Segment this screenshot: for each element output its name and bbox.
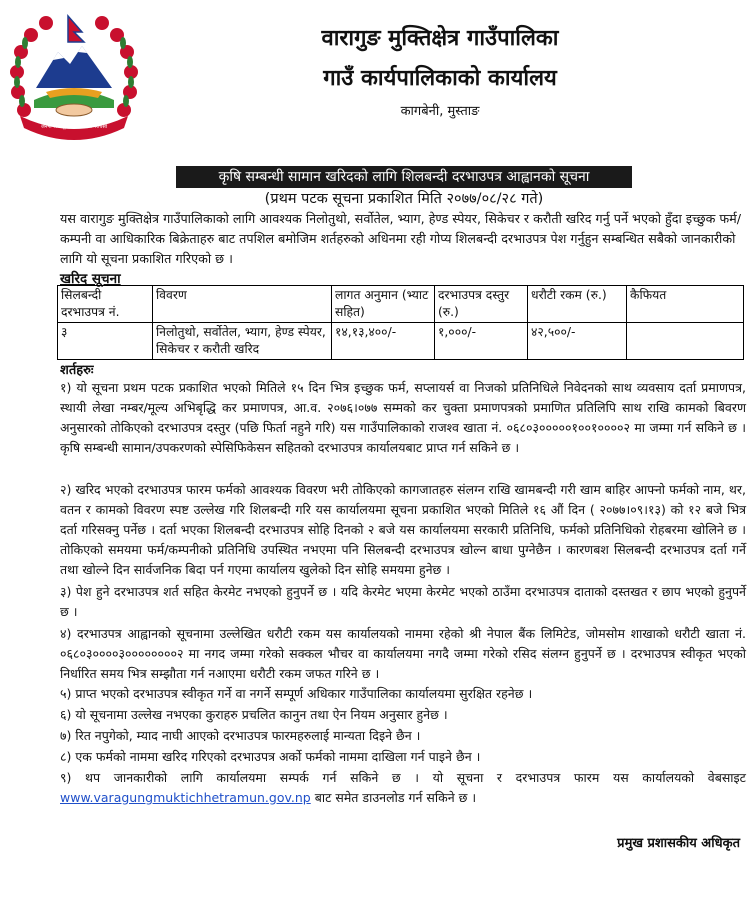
col-bid-fee: दरभाउपत्र दस्तुर (रु.)	[435, 286, 528, 323]
municipality-name: वारागुङ मुक्तिक्षेत्र गाउँपालिका	[321, 26, 559, 51]
cell-deposit: ४२,५००/-	[528, 323, 627, 360]
emblem-motto: जननी जन्मभूमिश्च स्वर्गादपि गरीयसी	[40, 124, 108, 130]
condition-1: १) यो सूचना प्रथम पटक प्रकाशित भएको मितिले १५ दिन भित्र इच्छुक फर्म, सप्लायर्स वा निजको प्रतिनिधिले निवेदनको साथ व्यवसाय दर्ता प्रमाणपत्र, स्थायी लेखा नम्बर/मूल्य अभिबृद्धि कर प्रमाणपत्र, आ.व. २०७६।०७७ सम्मको कर चुक्ता प्रमाणपत्रको प्रमाणित प्रतिलिपि साथ राखि कामको बिवरण अनुसारको तोकिएको दरभाउपत्र दस्तुर (पछि फिर्ता नहुने गरि) यस गाउँपालिकाको राजश्व खाता नं. ०६८०३०००००१००१००००२ मा जम्मा गर्न सकिने छ । कृषि सम्बन्धी सामान/उपकरणको स्पेसिफिकेसन सहितको दरभाउपत्र कार्यालयबाट प्राप्त गर्न सकिने छ ।	[60, 380, 746, 455]
table-header-row	[58, 286, 744, 323]
notice-intro: यस वारागुङ मुक्तिक्षेत्र गाउँपालिकाको लागि आवश्यक निलोतुथो, सर्वोतेल, भ्याग, हेण्ड स्पेयर, सिकेचर र करौती खरिद गर्नु पर्ने भएको हुँदा इच्छुक फर्म/कम्पनी वा आधिकारिक बिक्रेताहरु बाट तपशिल बमोजिम शर्तहरुको अधिनमा रही गोप्य शिलबन्दी दरभाउपत्र पेश गर्नुहुन सम्बन्धित सबैको जानकारीको लागि यो सूचना प्रकाशित गरिएको छ ।	[60, 211, 742, 266]
col-remarks: कैफियत	[627, 286, 744, 323]
office-name: गाउँ कार्यपालिकाको कार्यालय	[323, 66, 557, 91]
condition-4: ४) दरभाउपत्र आह्वानको सूचनामा उल्लेखित धरौटी रकम यस कार्यालयको नाममा रहेको श्री नेपाल बैंक लिमिटेड, जोमसोम शाखाको धरौटी खाता नं. ०६८०३००००३००००००००२ मा नगद जम्मा गरेको सक्कल भौचर वा कार्यालयमा नगदै जम्मा गरेको रसिद संलग्न हुनुपर्ने छ । दरभाउपत्र स्वीकृत भएको निर्धारित समय भित्र सम्झौता गर्न नआएमा धरौटी रकम जफत गरिने छ ।	[60, 626, 746, 681]
cell-bid-no: ३	[58, 323, 153, 360]
condition-9-text: ९) थप जानकारीको लागि कार्यालयमा सम्पर्क गर्न सकिने छ । यो सूचना र दरभाउपत्र फारम यस कार्यालयको वेबसाइट	[60, 770, 746, 785]
table-row	[58, 323, 744, 360]
purchase-heading: खरिद सूचना	[60, 271, 121, 287]
condition-9	[60, 768, 746, 808]
cell-bid-fee: १,०००/-	[435, 323, 528, 360]
conditions-heading: शर्तहरुः	[60, 363, 94, 378]
website-link[interactable]: www.varagungmuktichhetramun.gov.np	[60, 790, 311, 805]
cell-remarks	[627, 323, 744, 360]
condition-5: ५) प्राप्त भएको दरभाउपत्र स्वीकृत गर्ने वा नगर्ने सम्पूर्ण अधिकार गाउँपालिका कार्यालयमा सुरक्षित रहनेछ ।	[60, 686, 533, 701]
notice-title: कृषि सम्बन्धी सामान खरिदको लागि शिलबन्दी दरभाउपत्र आह्वानको सूचना	[176, 166, 632, 188]
purchase-table	[57, 285, 744, 360]
col-bid-no: सिलबन्दी दरभाउपत्र नं.	[58, 286, 153, 323]
signature-title: प्रमुख प्रशासकीय अधिकृत	[617, 836, 740, 851]
condition-6: ६) यो सूचनामा उल्लेख नभएका कुराहरु प्रचलित कानुन तथा ऐन नियम अनुसार हुनेछ ।	[60, 707, 448, 722]
condition-7: ७) रित नपुगेको, म्याद नाघी आएको दरभाउपत्र फारमहरुलाई मान्यता दिइने छैन ।	[60, 728, 421, 743]
office-location: कागबेनी, मुस्ताङ	[400, 104, 480, 119]
col-description: विवरण	[153, 286, 332, 323]
nepal-emblem	[8, 12, 140, 142]
cell-description: निलोतुथो, सर्वोतेल, भ्याग, हेण्ड स्पेयर, सिकेचर र करौती खरिद	[153, 323, 332, 360]
col-cost-estimate: लागत अनुमान (भ्याट सहित)	[332, 286, 435, 323]
condition-9-suffix: बाट समेत डाउनलोड गर्न सकिने छ ।	[314, 790, 477, 805]
condition-2: २) खरिद भएको दरभाउपत्र फारम फर्मको आवश्यक विवरण भरी तोकिएको कागजातहरु संलग्न राखि खामबन्दी गरी खाम बाहिर आफ्नो फर्मको नाम, थर, वतन र कामको विवरण स्पष्ट उल्लेख गरि शिलबन्दी गरि यस कार्यालयमा सूचना प्रकाशित भएको मितिले १६ औं दिन ( २०७७।०९।१३) को १२ बजे भित्र दर्ता गरिसक्नु पर्नेछ । दर्ता भएका शिलबन्दी दरभाउपत्र सोहि दिनको २ बजे यस कार्यालयमा सरकारी प्रतिनिधि, फर्मको प्रतिनिधिको रोहबरमा खोलिने छ । तोकिएको समयमा फर्म/कम्पनीको प्रतिनिधि उपस्थित नभएमा पनि सिलबन्दी दरभाउपत्र खोल्न बाधा पुग्नेछैन । कारणबश सिलबन्दी दरभाउपत्र दर्ता गर्ने तथा खोल्ने दिन सार्वजनिक बिदा पर्न गएमा कार्यालय खुलेको दिन सोहि समयमा हुनेछ ।	[60, 482, 746, 577]
notice-subtitle: (प्रथम पटक सूचना प्रकाशित मिति २०७७/०८/२८ गते)	[264, 191, 544, 207]
col-deposit: धरौटी रकम (रु.)	[528, 286, 627, 323]
condition-8: ८) एक फर्मको नाममा खरिद गरिएको दरभाउपत्र अर्को फर्मको नाममा दाखिला गर्न पाइने छैन ।	[60, 749, 481, 764]
condition-3: ३) पेश हुने दरभाउपत्र शर्त सहित केरमेट नभएको हुनुपर्ने छ । यदि केरमेट भएमा केरमेट भएको ठाउँमा दरभाउपत्र दाताको दस्तखत र छाप भएको हुनुपर्ने छ ।	[60, 584, 746, 619]
cell-cost-estimate: १४,१३,४००/-	[332, 323, 435, 360]
